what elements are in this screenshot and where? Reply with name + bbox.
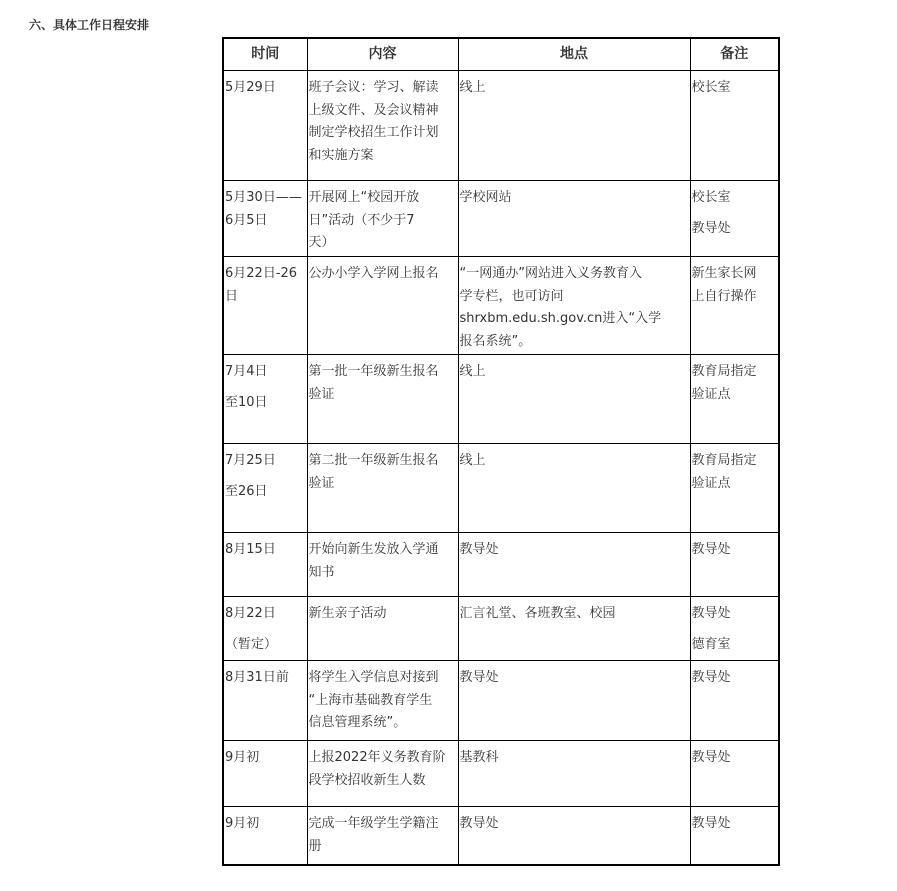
cell-line: 5月30日—— — [225, 190, 302, 205]
table-row — [223, 444, 779, 533]
table-row — [223, 71, 779, 181]
cell-line: 9月初 — [225, 816, 260, 831]
cell-line: 6月22日-26 — [225, 266, 298, 281]
cell-line: 新生亲子活动 — [308, 606, 387, 621]
content-cell — [307, 661, 458, 741]
content-cell — [307, 807, 458, 865]
cell-line: 校长室 — [691, 80, 731, 95]
cell-line: shrxbm.edu.sh.gov.cn进入“入学 — [459, 311, 662, 326]
cell-line: 基教科 — [459, 750, 499, 765]
table-row — [223, 355, 779, 444]
cell-line: 6月5日 — [225, 212, 268, 228]
note-cell — [690, 355, 779, 444]
column-header-place: 地点 — [458, 38, 690, 71]
time-cell — [223, 355, 307, 444]
cell-line: 验证 — [308, 386, 335, 402]
cell-line: 学专栏，也可访问 — [459, 288, 564, 304]
cell-line: 8月31日前 — [225, 670, 289, 685]
cell-line: 教育局指定 — [691, 453, 757, 468]
cell-line: 天） — [308, 235, 335, 250]
cell-line: 验证点 — [691, 386, 731, 402]
content-cell — [307, 181, 458, 257]
table-row — [223, 257, 779, 355]
cell-line: 教导处 — [459, 670, 499, 685]
cell-line: 线上 — [459, 453, 486, 468]
cell-line: 制定学校招生工作计划 — [308, 125, 439, 140]
time-cell — [223, 71, 307, 181]
place-cell — [458, 807, 690, 865]
time-cell — [223, 661, 307, 741]
cell-line: 至26日 — [225, 483, 268, 499]
cell-line: 上报2022年义务教育阶 — [308, 750, 446, 765]
cell-line: 第二批一年级新生报名 — [308, 453, 439, 468]
content-cell — [307, 741, 458, 807]
note-cell — [690, 533, 779, 597]
cell-line: 验证点 — [691, 475, 731, 491]
cell-line: 第一批一年级新生报名 — [308, 364, 439, 379]
place-cell — [458, 355, 690, 444]
cell-line: 开始向新生发放入学通 — [308, 542, 439, 557]
column-header-note: 备注 — [690, 38, 779, 71]
cell-line: 上级文件、及会议精神 — [308, 102, 439, 118]
cell-line: 教导处 — [691, 220, 731, 236]
cell-line: 学校网站 — [459, 190, 512, 205]
cell-line: 校长室 — [691, 190, 731, 205]
time-cell — [223, 444, 307, 533]
time-cell — [223, 597, 307, 661]
note-cell — [690, 71, 779, 181]
place-cell — [458, 741, 690, 807]
table-row — [223, 181, 779, 257]
cell-line: 开展网上“校园开放 — [308, 190, 420, 205]
note-cell — [690, 807, 779, 865]
cell-line: 德育室 — [691, 636, 731, 652]
cell-line: 册 — [308, 838, 322, 854]
cell-line: 教导处 — [691, 542, 731, 557]
cell-line: 教导处 — [691, 670, 731, 685]
cell-line: 班子会议：学习、解读 — [308, 80, 439, 95]
cell-line: 教导处 — [691, 750, 731, 765]
cell-line: 教导处 — [459, 816, 499, 831]
cell-line: “上海市基础教育学生 — [308, 692, 433, 708]
cell-line: 将学生入学信息对接到 — [308, 670, 439, 685]
content-cell — [307, 597, 458, 661]
time-cell — [223, 807, 307, 865]
column-header-time: 时间 — [223, 38, 307, 71]
note-cell — [690, 597, 779, 661]
time-cell — [223, 181, 307, 257]
cell-line: 7月4日 — [225, 364, 268, 379]
content-cell — [307, 444, 458, 533]
cell-line: 和实施方案 — [308, 147, 374, 163]
cell-line: 7月25日 — [225, 453, 276, 468]
note-cell — [690, 741, 779, 807]
cell-line: 报名系统”。 — [459, 333, 532, 349]
cell-line: “一网通办”网站进入义务教育入 — [459, 266, 642, 281]
cell-line: 知书 — [308, 564, 335, 580]
section-heading: 六、具体工作日程安排 — [29, 18, 150, 32]
cell-line: 段学校招收新生人数 — [308, 772, 426, 788]
column-header-content: 内容 — [307, 38, 458, 71]
content-cell — [307, 533, 458, 597]
cell-line: 验证 — [308, 475, 335, 491]
note-cell — [690, 257, 779, 355]
table-row — [223, 807, 779, 865]
cell-line: 完成一年级学生学籍注 — [308, 816, 439, 831]
time-cell — [223, 533, 307, 597]
place-cell — [458, 71, 690, 181]
note-cell — [690, 444, 779, 533]
content-cell — [307, 257, 458, 355]
cell-line: 教导处 — [691, 606, 731, 621]
place-cell — [458, 533, 690, 597]
cell-line: 9月初 — [225, 750, 260, 765]
place-cell — [458, 257, 690, 355]
table-row — [223, 533, 779, 597]
cell-line: 信息管理系统”。 — [308, 715, 407, 730]
note-cell — [690, 181, 779, 257]
cell-line: 新生家长网 — [691, 266, 757, 281]
cell-line: 5月29日 — [225, 80, 276, 95]
time-cell — [223, 741, 307, 807]
place-cell — [458, 444, 690, 533]
cell-line: 公办小学入学网上报名 — [308, 266, 439, 281]
place-cell — [458, 597, 690, 661]
cell-line: 线上 — [459, 364, 486, 379]
cell-line: 上自行操作 — [691, 288, 757, 304]
note-cell — [690, 661, 779, 741]
cell-line: 8月22日 — [225, 606, 276, 621]
place-cell — [458, 181, 690, 257]
cell-line: 8月15日 — [225, 542, 276, 557]
content-cell — [307, 71, 458, 181]
cell-line: 教导处 — [691, 816, 731, 831]
cell-line: 教导处 — [459, 542, 499, 557]
cell-line: 日 — [225, 288, 239, 304]
cell-line: 日”活动（不少于7 — [308, 212, 415, 228]
cell-line: （暂定） — [225, 636, 278, 652]
schedule-table — [222, 37, 780, 866]
cell-line: 汇言礼堂、各班教室、校园 — [459, 606, 616, 621]
time-cell — [223, 257, 307, 355]
table-row — [223, 597, 779, 661]
cell-line: 线上 — [459, 80, 486, 95]
table-header-row — [223, 38, 779, 71]
table-row — [223, 661, 779, 741]
place-cell — [458, 661, 690, 741]
table-row — [223, 741, 779, 807]
cell-line: 教育局指定 — [691, 364, 757, 379]
cell-line: 至10日 — [225, 394, 268, 410]
content-cell — [307, 355, 458, 444]
